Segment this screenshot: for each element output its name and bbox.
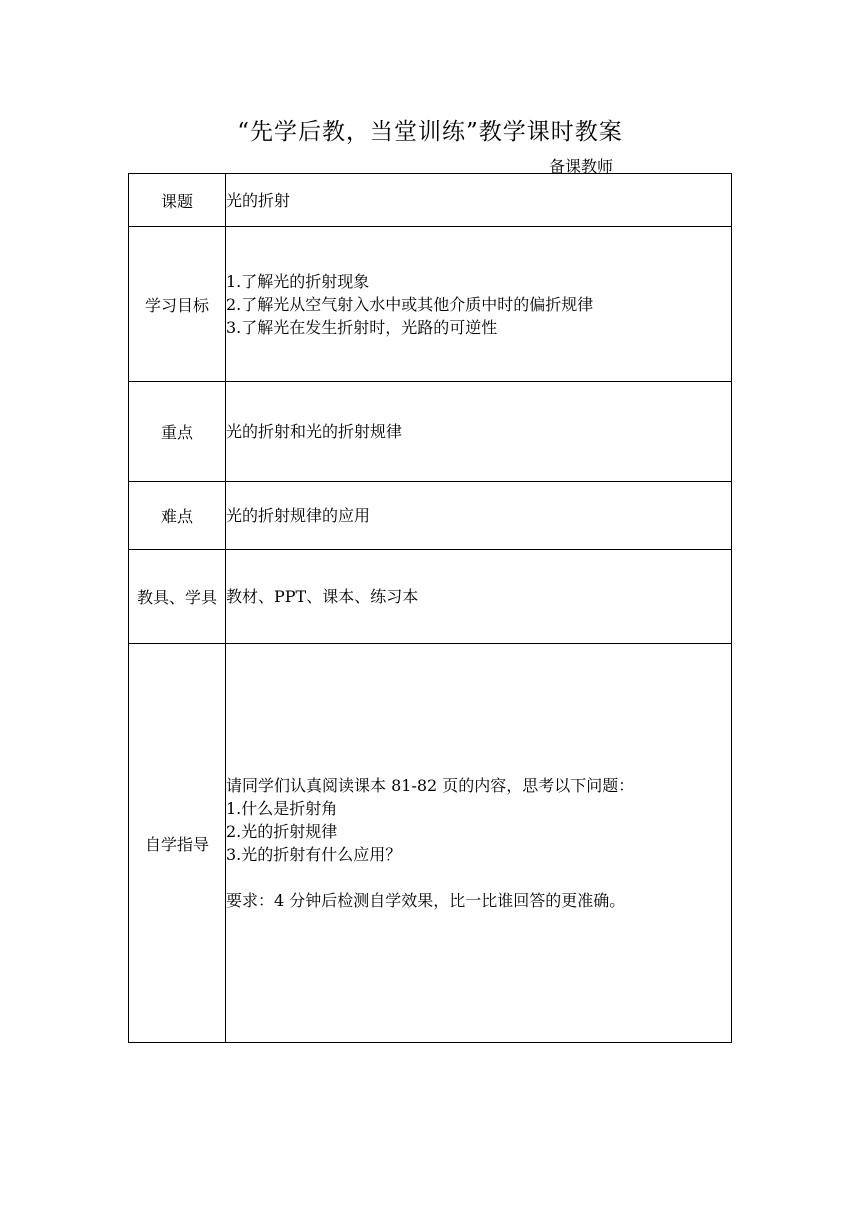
self-study-line-4: 3.光的折射有什么应用？ <box>226 845 402 864</box>
table-row-key-point <box>129 382 732 482</box>
goals-label: 学习目标 <box>129 227 226 382</box>
table-row-goals <box>129 227 732 382</box>
table-row-difficulty <box>129 482 732 550</box>
tools-value: 教材、PPT、课本、练习本 <box>226 550 732 644</box>
self-study-line-3: 2.光的折射规律 <box>226 822 338 841</box>
topic-label: 课题 <box>129 174 226 227</box>
self-study-value <box>226 644 732 1043</box>
page-title: “先学后教，当堂训练”教学课时教案 <box>237 119 623 145</box>
key-point-label: 重点 <box>129 382 226 482</box>
difficulty-label: 难点 <box>129 482 226 550</box>
self-study-label: 自学指导 <box>129 644 226 1043</box>
tools-label: 教具、学具 <box>129 550 226 644</box>
self-study-requirement: 要求：4 分钟后检测自学效果，比一比谁回答的更准确。 <box>226 891 626 910</box>
goal-line-2: 2.了解光从空气射入水中或其他介质中时的偏折规律 <box>226 294 594 314</box>
teacher-label: 备课教师 <box>549 157 614 176</box>
table-row-self-study <box>129 644 732 1043</box>
table-row-topic <box>129 174 732 227</box>
lesson-plan-table <box>128 173 732 1043</box>
topic-value: 光的折射 <box>226 174 732 227</box>
key-point-value: 光的折射和光的折射规律 <box>226 382 732 482</box>
table-row-tools <box>129 550 732 644</box>
goal-line-1: 1.了解光的折射现象 <box>226 271 370 291</box>
goals-value <box>226 227 732 382</box>
self-study-line-1: 请同学们认真阅读课本 81-82 页的内容，思考以下问题： <box>226 776 635 795</box>
self-study-line-2: 1.什么是折射角 <box>226 799 338 818</box>
difficulty-value: 光的折射规律的应用 <box>226 482 732 550</box>
goal-line-3: 3.了解光在发生折射时，光路的可逆性 <box>226 317 498 337</box>
paragraph-gap <box>226 866 731 889</box>
